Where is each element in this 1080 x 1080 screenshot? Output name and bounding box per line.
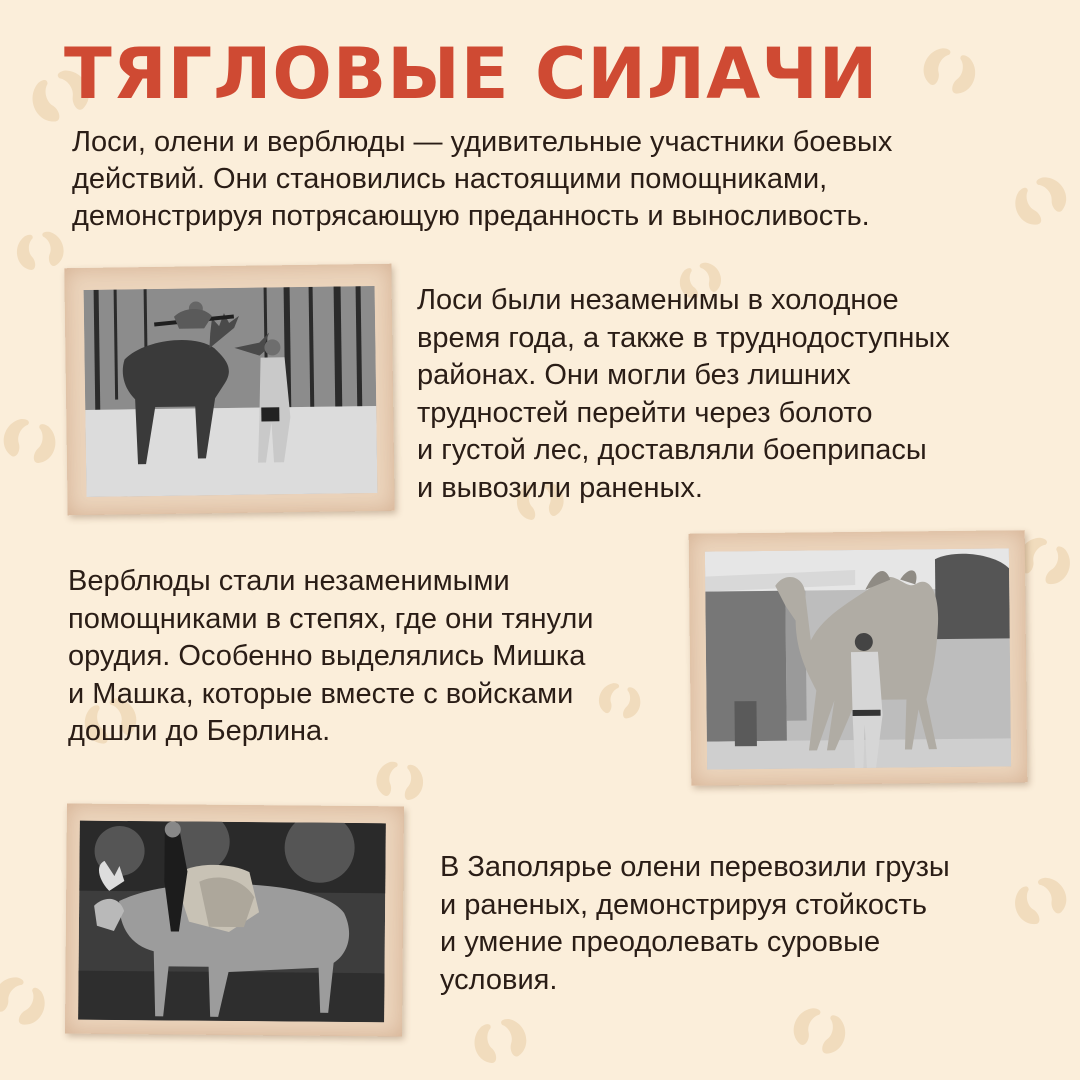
reindeer-photo-image xyxy=(78,821,386,1023)
paragraph-line: орудия. Особенно выделялись Мишка xyxy=(68,640,586,672)
intro-line: Лоси, олени и верблюды — удивительные участники боевых xyxy=(72,126,893,158)
paragraph-line: и раненых, демонстрируя стойкость xyxy=(440,888,927,921)
moose-paragraph xyxy=(417,282,1057,507)
paragraph-line: Лоси были незаменимы в холодное xyxy=(417,284,899,316)
reindeer-paragraph xyxy=(440,849,1060,999)
reindeer-photo xyxy=(65,804,404,1037)
intro-line: демонстрируя потрясающую преданность и выносливость. xyxy=(72,200,870,232)
paragraph-line: районах. Они могли без лишних xyxy=(417,359,851,391)
moose-photo-image xyxy=(84,286,378,497)
paragraph-line: Верблюды стали незаменимыми xyxy=(68,565,510,597)
paragraph-line: и вывозили раненых. xyxy=(417,471,703,504)
poster-title: ТЯГЛОВЫЕ СИЛАЧИ xyxy=(64,33,879,115)
paragraph-line: В Заполярье олени перевозили грузы xyxy=(440,851,950,883)
intro-line: действий. Они становились настоящими помощниками, xyxy=(72,163,828,195)
paragraph-line: и умение преодолевать суровые xyxy=(440,926,881,958)
camel-photo xyxy=(689,530,1028,786)
moose-photo xyxy=(64,264,394,516)
paragraph-line: условия. xyxy=(440,963,558,996)
paragraph-line: дошли до Берлина. xyxy=(68,715,331,747)
paragraph-line: помощниками в степях, где они тянули xyxy=(68,602,594,635)
intro-text xyxy=(72,124,1052,235)
paragraph-line: и густой лес, доставляли боеприпасы xyxy=(417,434,927,466)
camel-paragraph xyxy=(68,563,688,751)
paragraph-line: трудностей перейти через болото xyxy=(417,396,873,429)
camel-photo-image xyxy=(705,548,1011,769)
paragraph-line: время года, а также в труднодоступных xyxy=(417,321,950,354)
paragraph-line: и Машка, которые вместе с войсками xyxy=(68,677,574,710)
